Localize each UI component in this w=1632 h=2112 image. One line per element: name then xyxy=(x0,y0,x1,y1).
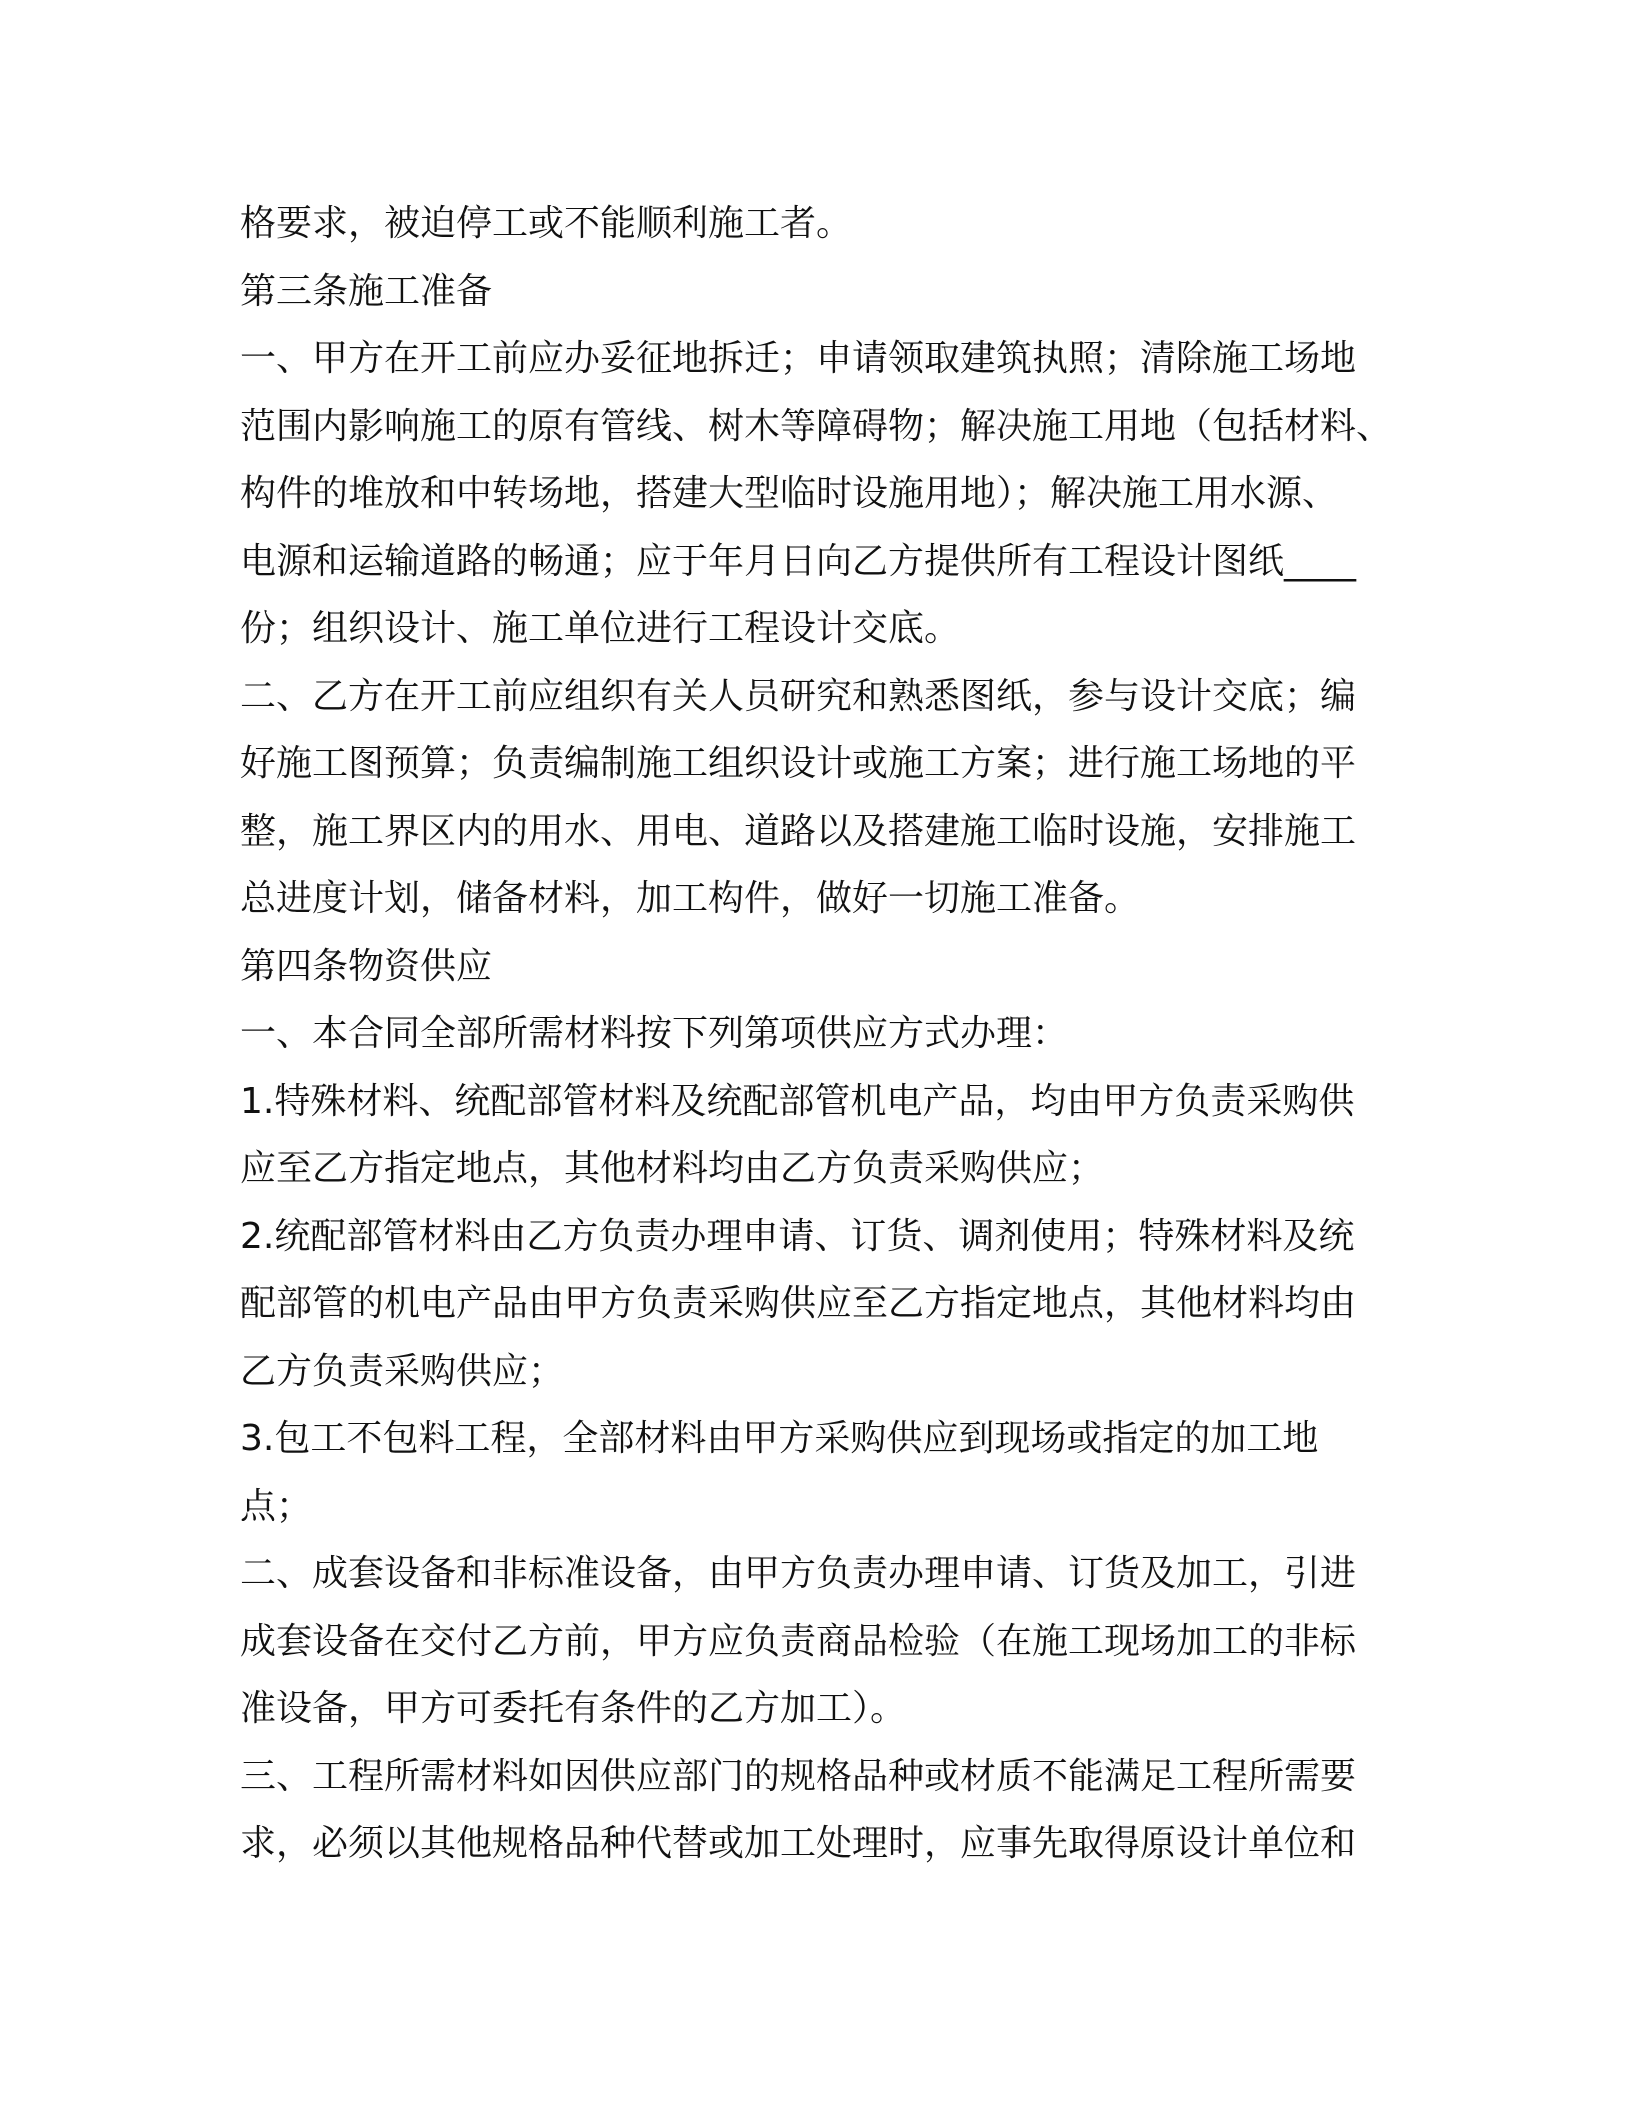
section-heading: 第四条物资供应 xyxy=(240,945,493,987)
text-line: 一、甲方在开工前应办妥征地拆迁；申请领取建筑执照；清除施工场地 xyxy=(240,338,1357,379)
text-line: 整，施工界区内的用水、用电、道路以及搭建施工临时设施，安排施工 xyxy=(240,810,1357,852)
text-line: 乙方负责采购供应； xyxy=(240,1350,565,1392)
text-line: 电源和运输道路的畅通；应于年月日向乙方提供所有工程设计图纸____ xyxy=(240,540,1357,582)
text-line: 应至乙方指定地点，其他材料均由乙方负责采购供应； xyxy=(240,1148,1105,1189)
text-line: 配部管的机电产品由甲方负责采购供应至乙方指定地点，其他材料均由 xyxy=(240,1283,1357,1324)
text-line: 二、乙方在开工前应组织有关人员研究和熟悉图纸，参与设计交底；编 xyxy=(240,675,1357,717)
text-line: 范围内影响施工的原有管线、树木等障碍物；解决施工用地（包括材料、 xyxy=(240,405,1393,447)
document-body xyxy=(240,190,1393,1878)
section-heading: 第三条施工准备 xyxy=(240,270,493,312)
text-line: 一、本合同全部所需材料按下列第项供应方式办理： xyxy=(240,1013,1069,1054)
text-line: 好施工图预算；负责编制施工组织设计或施工方案；进行施工场地的平 xyxy=(240,743,1357,784)
text-line: 总进度计划，储备材料，加工构件，做好一切施工准备。 xyxy=(240,878,1141,919)
text-line: 成套设备在交付乙方前，甲方应负责商品检验（在施工现场加工的非标 xyxy=(240,1620,1357,1662)
text-line: 准设备，甲方可委托有条件的乙方加工）。 xyxy=(240,1688,907,1729)
text-line: 点； xyxy=(240,1485,313,1527)
text-line: 求，必须以其他规格品种代替或加工处理时，应事先取得原设计单位和 xyxy=(240,1823,1357,1864)
text-line: 二、成套设备和非标准设备，由甲方负责办理申请、订货及加工，引进 xyxy=(240,1553,1357,1594)
text-line: 3.包工不包料工程，全部材料由甲方采购供应到现场或指定的加工地 xyxy=(240,1418,1319,1459)
text-line: 份；组织设计、施工单位进行工程设计交底。 xyxy=(240,608,961,649)
text-line: 三、工程所需材料如因供应部门的规格品种或材质不能满足工程所需要 xyxy=(240,1755,1357,1797)
text-line: 1.特殊材料、统配部管材料及统配部管机电产品，均由甲方负责采购供 xyxy=(240,1080,1355,1122)
text-line: 格要求，被迫停工或不能顺利施工者。 xyxy=(240,203,853,244)
text-line: 2.统配部管材料由乙方负责办理申请、订货、调剂使用；特殊材料及统 xyxy=(240,1215,1355,1257)
text-line: 构件的堆放和中转场地，搭建大型临时设施用地）；解决施工用水源、 xyxy=(240,473,1339,514)
